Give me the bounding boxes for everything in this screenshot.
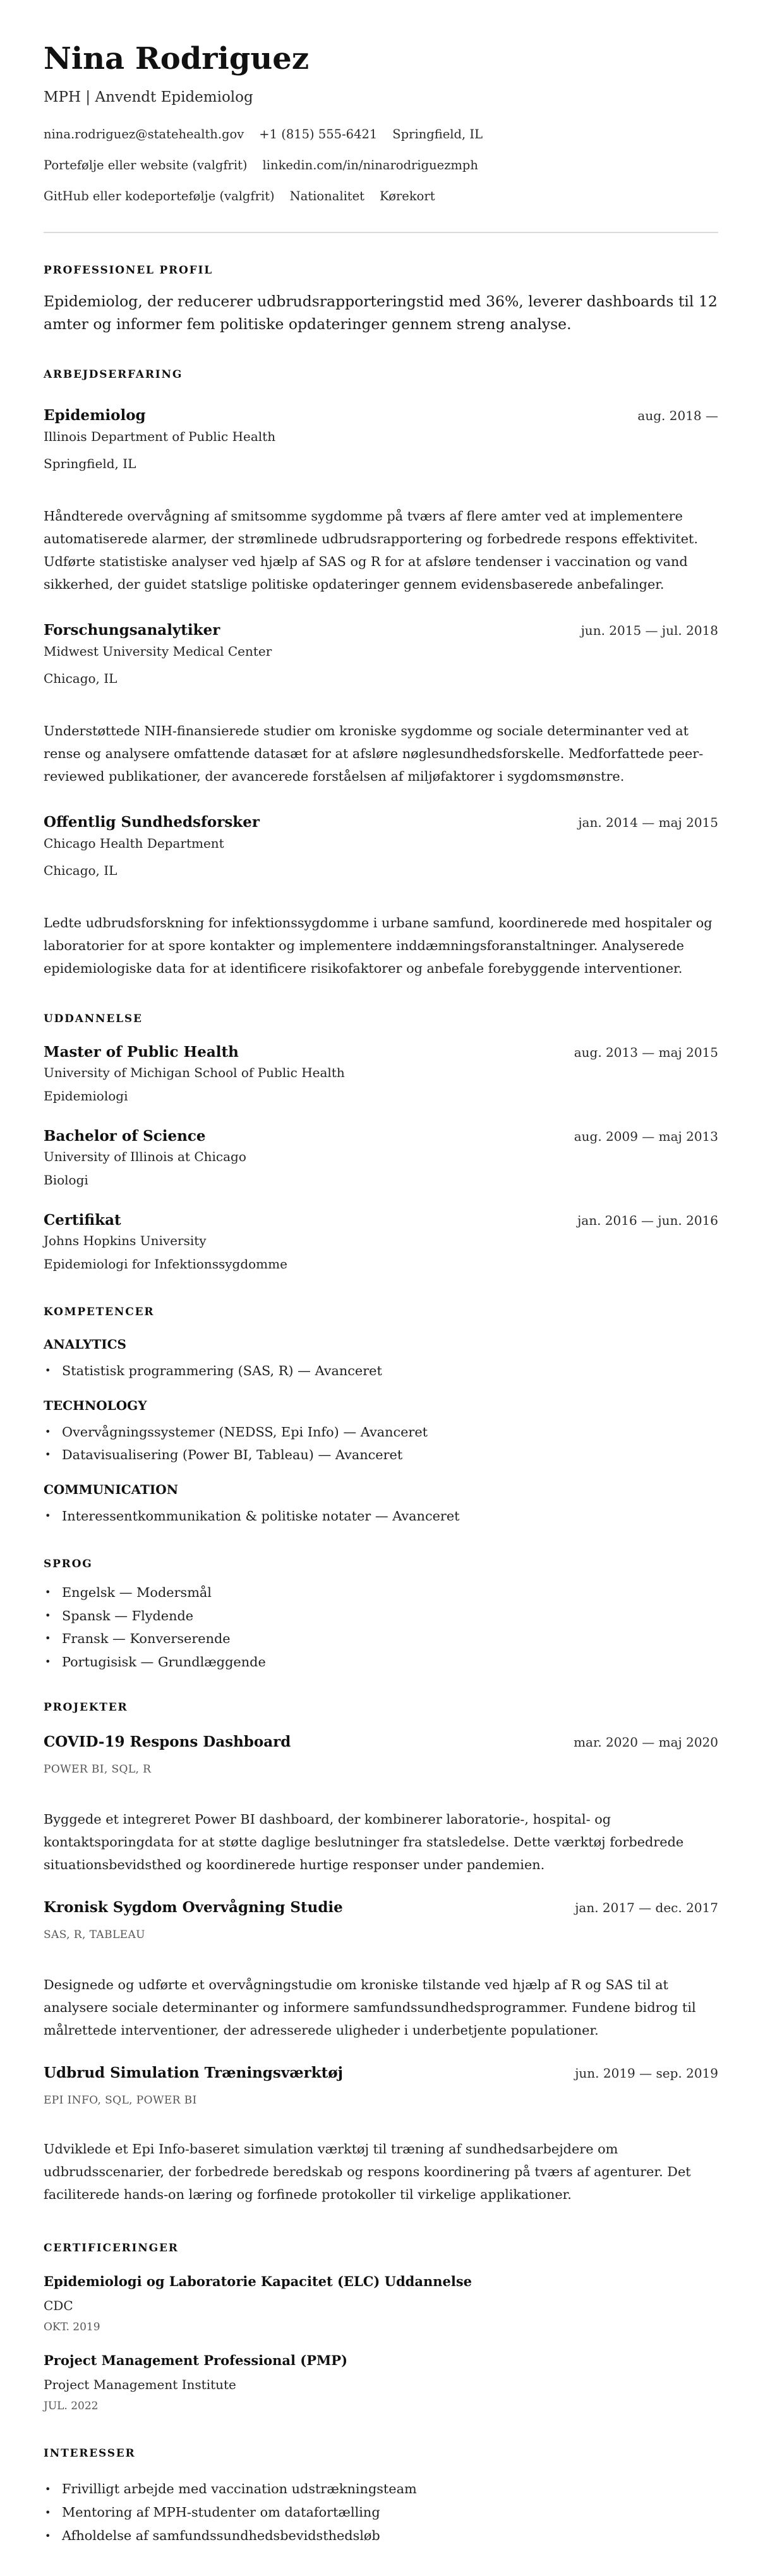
education-dates: aug. 2009 — maj 2013	[574, 1129, 718, 1144]
projects-section	[44, 1701, 718, 2206]
project-header	[44, 2064, 718, 2083]
languages-section	[44, 1558, 718, 1673]
experience-section	[44, 368, 718, 980]
project-entry	[44, 1733, 718, 1876]
certification-entry	[44, 2273, 718, 2333]
project-title: Kronisk Sygdom Overvågning Studie	[44, 1899, 343, 1916]
education-section	[44, 1013, 718, 1273]
field-of-study: Epidemiologi for Infektionssygdomme	[44, 1256, 287, 1272]
contact-line	[44, 157, 718, 174]
skill-group-title: ANALYTICS	[44, 1337, 126, 1352]
skill-item: • Overvågningssystemer (NEDSS, Epi Info) — Avanceret	[62, 1421, 718, 1443]
language-item: • Portugisisk — Grundlæggende	[62, 1651, 718, 1674]
contact-item: Portefølje eller website (valgfrit)	[44, 158, 248, 172]
job-header	[44, 406, 718, 425]
job-entry	[44, 621, 718, 788]
job-dates: jun. 2015 — jul. 2018	[581, 623, 718, 638]
job-organization: Midwest University Medical Center	[44, 644, 272, 659]
skill-group-title: COMMUNICATION	[44, 1482, 178, 1497]
degree-title: Bachelor of Science	[44, 1128, 206, 1145]
skill-list	[44, 1359, 718, 1382]
contact-item: Nationalitet	[289, 189, 365, 203]
project-title: Udbrud Simulation Træningsværktøj	[44, 2064, 343, 2081]
section-title: SPROG	[44, 1558, 93, 1570]
project-entry	[44, 2064, 718, 2206]
certification-issuer: Project Management Institute	[44, 2377, 236, 2392]
job-header	[44, 621, 718, 640]
project-dates: jun. 2019 — sep. 2019	[575, 2066, 718, 2081]
candidate-name: Nina Rodriguez	[44, 41, 310, 76]
field-of-study: Biologi	[44, 1172, 88, 1188]
section-title: ARBEJDSERFARING	[44, 368, 183, 381]
project-description: Byggede et integreret Power BI dashboard, der kombinerer laboratorie-, hospital- og kontaktsporingdata for at støtte daglige beslutninger fra statsledelse. Dette værktøj forbedrede situationsbevidsthed og koordinerede hurtige responser under pandemien.	[44, 1812, 684, 1872]
job-dates: aug. 2018 —	[637, 408, 718, 423]
section-title: UDDANNELSE	[44, 1013, 143, 1025]
certification-issuer: CDC	[44, 2298, 73, 2313]
contact-line	[44, 126, 718, 143]
interest-item: • Frivilligt arbejde med vaccination udstrækningsteam	[62, 2477, 718, 2501]
project-entry	[44, 1898, 718, 2042]
education-header	[44, 1043, 718, 1062]
contact-item: Kørekort	[380, 189, 435, 203]
language-item: • Fransk — Konverserende	[62, 1627, 718, 1651]
job-description: Ledte udbrudsforskning for infektionssygdomme i urbane samfund, koordinerede med hospitaler og laboratorier for at spore kontakter og implementere inddæmningsforanstaltninger. Analyserede epidemiologiske data for at identificere risikofaktorer og anbefale forebyggende interventioner.	[44, 915, 713, 976]
interests-section	[44, 2447, 718, 2548]
job-location: Springfield, IL	[44, 456, 136, 471]
certification-entry	[44, 2352, 718, 2412]
job-organization: Illinois Department of Public Health	[44, 429, 276, 444]
degree-title: Master of Public Health	[44, 1044, 239, 1061]
education-dates: jan. 2016 — jun. 2016	[577, 1213, 718, 1228]
project-header	[44, 1733, 718, 1752]
job-title: Offentlig Sundhedsforsker	[44, 814, 260, 831]
job-entry	[44, 406, 718, 596]
language-item: • Engelsk — Modersmål	[62, 1581, 718, 1604]
certification-date: JUL. 2022	[44, 2400, 99, 2412]
contact-item[interactable]: nina.rodriguez@statehealth.gov	[44, 127, 244, 141]
header-divider	[44, 232, 718, 233]
skills-section	[44, 1306, 718, 1527]
skill-item: • Statistisk programmering (SAS, R) — Avanceret	[62, 1359, 718, 1382]
job-title: Forschungsanalytiker	[44, 622, 220, 639]
interest-list	[44, 2477, 718, 2548]
job-title: Epidemiolog	[44, 407, 146, 424]
education-entry	[44, 1127, 718, 1189]
certification-name: Epidemiologi og Laboratorie Kapacitet (ELC) Uddannelse	[44, 2273, 472, 2289]
project-tags: POWER BI, SQL, R	[44, 1763, 152, 1776]
project-description: Udviklede et Epi Info-baseret simulation værktøj til træning af sundhedsarbejdere om udbrudsscenarier, der forbedrede beredskab og respons koordinering på tværs af agenturer. Det faciliterede hands-on læring og forfinede protokoller til virkelige applikationer.	[44, 2141, 691, 2202]
certifications-section	[44, 2242, 718, 2412]
job-description: Håndterede overvågning af smitsomme sygdomme på tværs af flere amter ved at implementere automatiserede alarmer, der strømlinede udbrudsrapportering og forbedrede respons effektivitet. Udførte statistiske analyser ved hjælp af SAS og R for at afsløre tendenser i vaccination og vand sikkerhed, der guidet statslige politiske opdateringer gennem evidensbaserede anbefalinger.	[44, 509, 699, 592]
degree-title: Certifikat	[44, 1212, 121, 1229]
section-title: KOMPETENCER	[44, 1306, 155, 1318]
contact-line	[44, 188, 718, 205]
project-title: COVID-19 Respons Dashboard	[44, 1733, 291, 1750]
education-header	[44, 1127, 718, 1146]
skill-group-title: TECHNOLOGY	[44, 1398, 147, 1413]
section-title: PROFESSIONEL PROFIL	[44, 264, 213, 277]
skill-item: • Datavisualisering (Power BI, Tableau) — Avanceret	[62, 1443, 718, 1466]
job-dates: jan. 2014 — maj 2015	[578, 815, 718, 830]
education-dates: aug. 2013 — maj 2015	[574, 1045, 718, 1060]
language-list	[44, 1581, 718, 1673]
project-dates: jan. 2017 — dec. 2017	[575, 1900, 718, 1915]
certification-date: OKT. 2019	[44, 2321, 100, 2333]
project-description: Designede og udførte et overvågningstudie om kroniske tilstande ved hjælp af R og SAS til at analysere sociale determinanter og informere samfundssundhedsprogrammer. Fundene bidrog til målrettede interventioner, der adresserede uligheder i underbetjente populationer.	[44, 1977, 696, 2038]
job-location: Chicago, IL	[44, 863, 117, 878]
section-title: PROJEKTER	[44, 1701, 128, 1714]
skill-list	[44, 1421, 718, 1466]
resume-header	[44, 40, 718, 205]
school-name: University of Michigan School of Public Health	[44, 1065, 345, 1080]
skill-item: • Interessentkommunikation & politiske notater — Avanceret	[62, 1505, 718, 1527]
project-header	[44, 1898, 718, 1917]
contact-info	[44, 126, 718, 205]
interest-item: • Mentoring af MPH-studenter om datafortælling	[62, 2501, 718, 2524]
education-header	[44, 1211, 718, 1230]
language-item: • Spansk — Flydende	[62, 1604, 718, 1628]
school-name: University of Illinois at Chicago	[44, 1149, 246, 1164]
school-name: Johns Hopkins University	[44, 1233, 207, 1248]
job-description: Understøttede NIH-finansierede studier om kroniske sygdomme og sociale determinanter ved at rense og analysere omfattende datasæt for at afsløre nøglesundhedsforskelle. Medforfattede peer-reviewed publikationer, der avancerede forståelsen af miljøfaktorer i sygdomsmønstre.	[44, 723, 704, 784]
contact-item: GitHub eller kodeportefølje (valgfrit)	[44, 189, 275, 203]
profile-summary: Epidemiolog, der reducerer udbrudsrapporteringstid med 36%, leverer dashboards til 12 amter og informer fem politiske opdateringer gennem streng analyse.	[44, 292, 718, 333]
project-dates: mar. 2020 — maj 2020	[574, 1735, 718, 1750]
contact-item[interactable]: +1 (815) 555-6421	[259, 127, 378, 141]
certification-name: Project Management Professional (PMP)	[44, 2352, 348, 2368]
section-title: INTERESSER	[44, 2447, 136, 2460]
job-location: Chicago, IL	[44, 671, 117, 686]
education-entry	[44, 1211, 718, 1273]
candidate-subtitle: MPH | Anvendt Epidemiolog	[44, 89, 253, 105]
profile-section	[44, 264, 718, 335]
project-tags: EPI INFO, SQL, POWER BI	[44, 2094, 197, 2107]
job-header	[44, 813, 718, 832]
job-entry	[44, 813, 718, 980]
skill-list	[44, 1505, 718, 1527]
project-tags: SAS, R, TABLEAU	[44, 1929, 145, 1941]
field-of-study: Epidemiologi	[44, 1088, 128, 1104]
job-organization: Chicago Health Department	[44, 836, 224, 851]
education-entry	[44, 1043, 718, 1105]
interest-item: • Afholdelse af samfundssundhedsbevidsthedsløb	[62, 2524, 718, 2548]
contact-item[interactable]: linkedin.com/in/ninarodriguezmph	[262, 158, 478, 172]
section-title: CERTIFICERINGER	[44, 2242, 179, 2254]
contact-item: Springfield, IL	[392, 127, 483, 141]
